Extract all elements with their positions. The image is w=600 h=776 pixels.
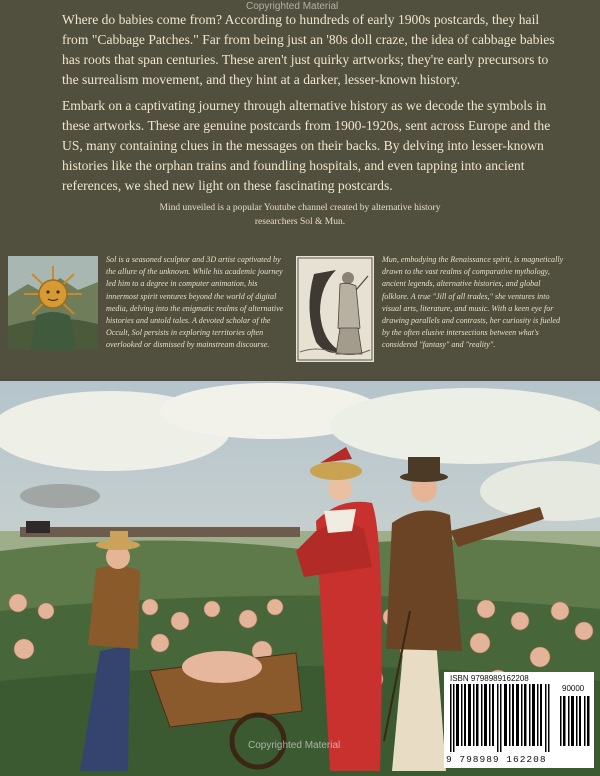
- sol-portrait-image: [8, 256, 98, 350]
- intro-paragraph-1: Where do babies come from? According to hundreds of early 1900s postcards, they hail from "Cabbage Patches." Far from being just an '80s doll craze, the idea of cabbage babies has roots that span centuries. These aren't just quirky artworks; they're early precursors to the surrealism movement, and they hint at a darker, lesser-known history.: [62, 12, 555, 87]
- text-panel: [0, 0, 600, 380]
- isbn-barcode: [444, 672, 594, 768]
- channel-credit: [120, 201, 480, 229]
- isbn-digits: 9 798989 162208: [446, 754, 547, 765]
- credit-line-1: Mind unveiled is a popular Youtube channel created by alternative history: [159, 203, 441, 213]
- isbn-label: ISBN 9798989162208: [450, 674, 529, 683]
- copyright-watermark-top: Copyrighted Material: [246, 1, 339, 12]
- barcode-bars: [450, 684, 554, 752]
- intro-paragraph-2: Embark on a captivating journey through alternative history as we decode the symbols in these artworks. These are genuine postcards from 1900-1920s, sent across Europe and the US, many containing clues in the messages on their backs. By delving into lesser-known histories like the orphan trains and foundling hospitals, and even tapping into ancient references, we shed new light on these fascinating postcards.: [62, 98, 551, 193]
- price-code: 90000: [562, 684, 585, 693]
- sol-bio: Sol is a seasoned sculptor and 3D artist captivated by the allure of the unknown. While his academic journey led him to a degree in computer animation, his innermost spirit ventures beyond the world of digital media, delving into the enigmatic realms of alternative histories and untold tales. A devoted scholar of the Occult, Sol persists in exploring territories often overlooked or dismissed by mainstream discourse.: [106, 255, 284, 350]
- mun-bio: Mun, embodying the Renaissance spirit, is magnetically drawn to the vast realms of comparative mythology, ancient legends, alternative histories, and global folklore. A true "Jill of all trades," she ventures into visual arts, literature, and music. With a keen eye for drawing parallels and contrasts, her curiosity is fueled by the often elusive intersections between what's considered "fantasy" and "reality".: [382, 255, 564, 350]
- addon-barcode-bars: [560, 696, 590, 746]
- credit-line-2: researchers Sol & Mun.: [254, 217, 346, 227]
- copyright-watermark-bottom: Copyrighted Material: [248, 740, 341, 751]
- mun-portrait-image: [296, 256, 374, 362]
